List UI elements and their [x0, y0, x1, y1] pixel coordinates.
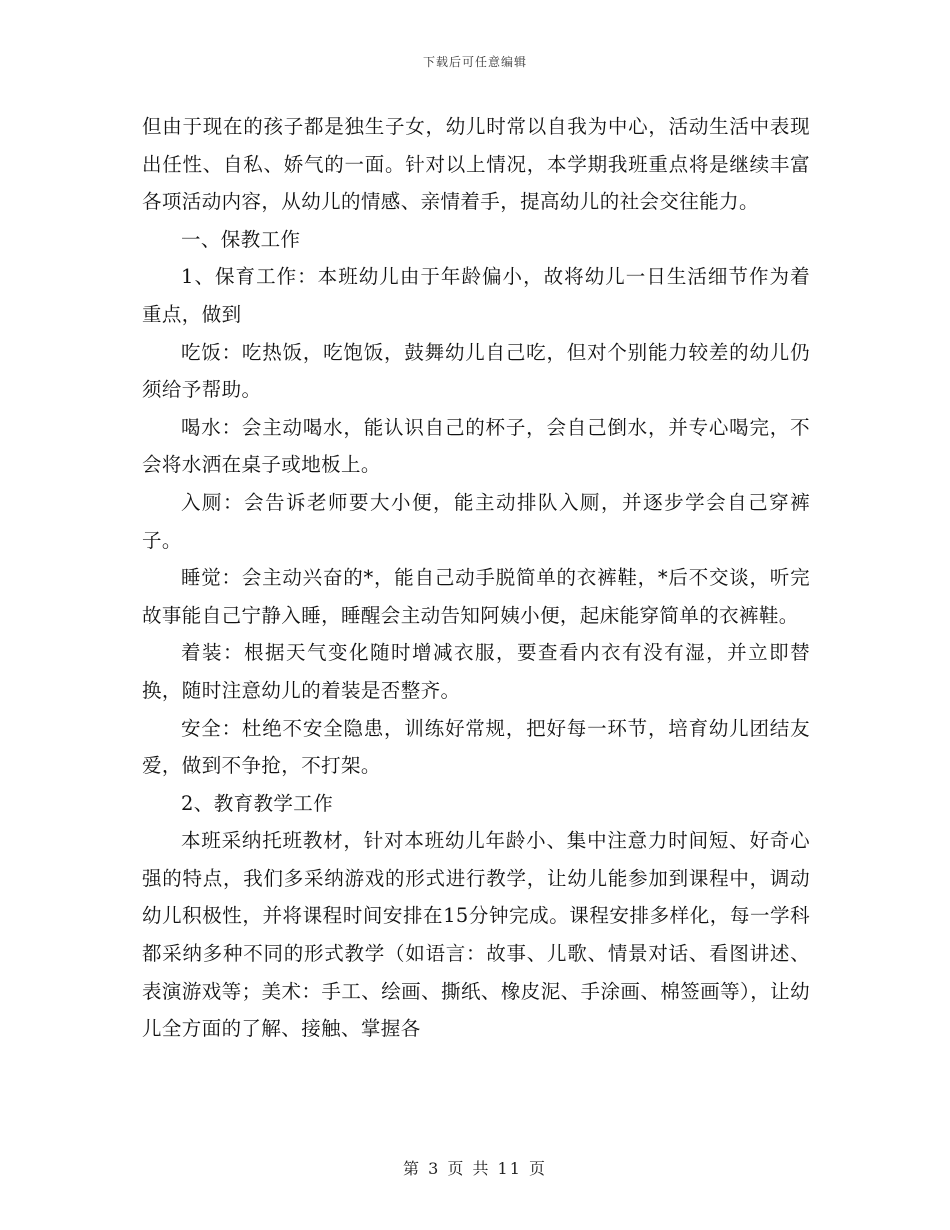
paragraph: 着装：根据天气变化随时增减衣服，要查看内衣有没有湿，并立即替换，随时注意幼儿的着装是否整齐。 [142, 641, 810, 702]
paragraph: 本班采纳托班教材，针对本班幼儿年龄小、集中注意力时间短、好奇心强的特点，我们多采纳游戏的形式进行教学，让幼儿能参加到课程中，调动幼儿积极性，并将课程时间安排在15分钟完成。课程安排多样化，每一学科都采纳多种不同的形式教学（如语言：故事、儿歌、情景对话、看图讲述、表演游戏等；美术：手工、绘画、撕纸、橡皮泥、手涂画、棉签画等），让幼儿全方面的了解、接触、掌握各 [142, 829, 810, 1041]
paragraph: 入厕：会告诉老师要大小便，能主动排队入厕，并逐步学会自己穿裤子。 [142, 490, 810, 552]
paragraph: 吃饭：吃热饭，吃饱饭，鼓舞幼儿自己吃，但对个别能力较差的幼儿仍须给予帮助。 [142, 340, 810, 402]
document-body [142, 108, 810, 1048]
page-number-footer: 第 3 页 共 11 页 [403, 1159, 547, 1178]
paragraph: 1、保育工作：本班幼儿由于年龄偏小，故将幼儿一日生活细节作为着重点，做到 [142, 265, 810, 326]
paragraph: 睡觉：会主动兴奋的*，能自己动手脱简单的衣裤鞋，*后不交谈，听完故事能自己宁静入睡，睡醒会主动告知阿姨小便，起床能穿简单的衣裤鞋。 [142, 566, 810, 627]
paragraph: 安全：杜绝不安全隐患，训练好常规，把好每一环节，培育幼儿团结友爱，做到不争抢，不打架。 [142, 716, 810, 778]
section-heading: 一、保教工作 [181, 227, 301, 251]
section-heading: 2、教育教学工作 [181, 791, 334, 815]
paragraph: 但由于现在的孩子都是独生子女，幼儿时常以自我为中心，活动生活中表现出任性、自私、娇气的一面。针对以上情况，本学期我班重点将是继续丰富各项活动内容，从幼儿的情感、亲情着手，提高幼儿的社会交往能力。 [142, 115, 810, 214]
paragraph: 喝水：会主动喝水，能认识自己的杯子，会自己倒水，并专心喝完，不会将水洒在桌子或地板上。 [142, 415, 810, 477]
header-note: 下载后可任意编辑 [422, 55, 527, 69]
